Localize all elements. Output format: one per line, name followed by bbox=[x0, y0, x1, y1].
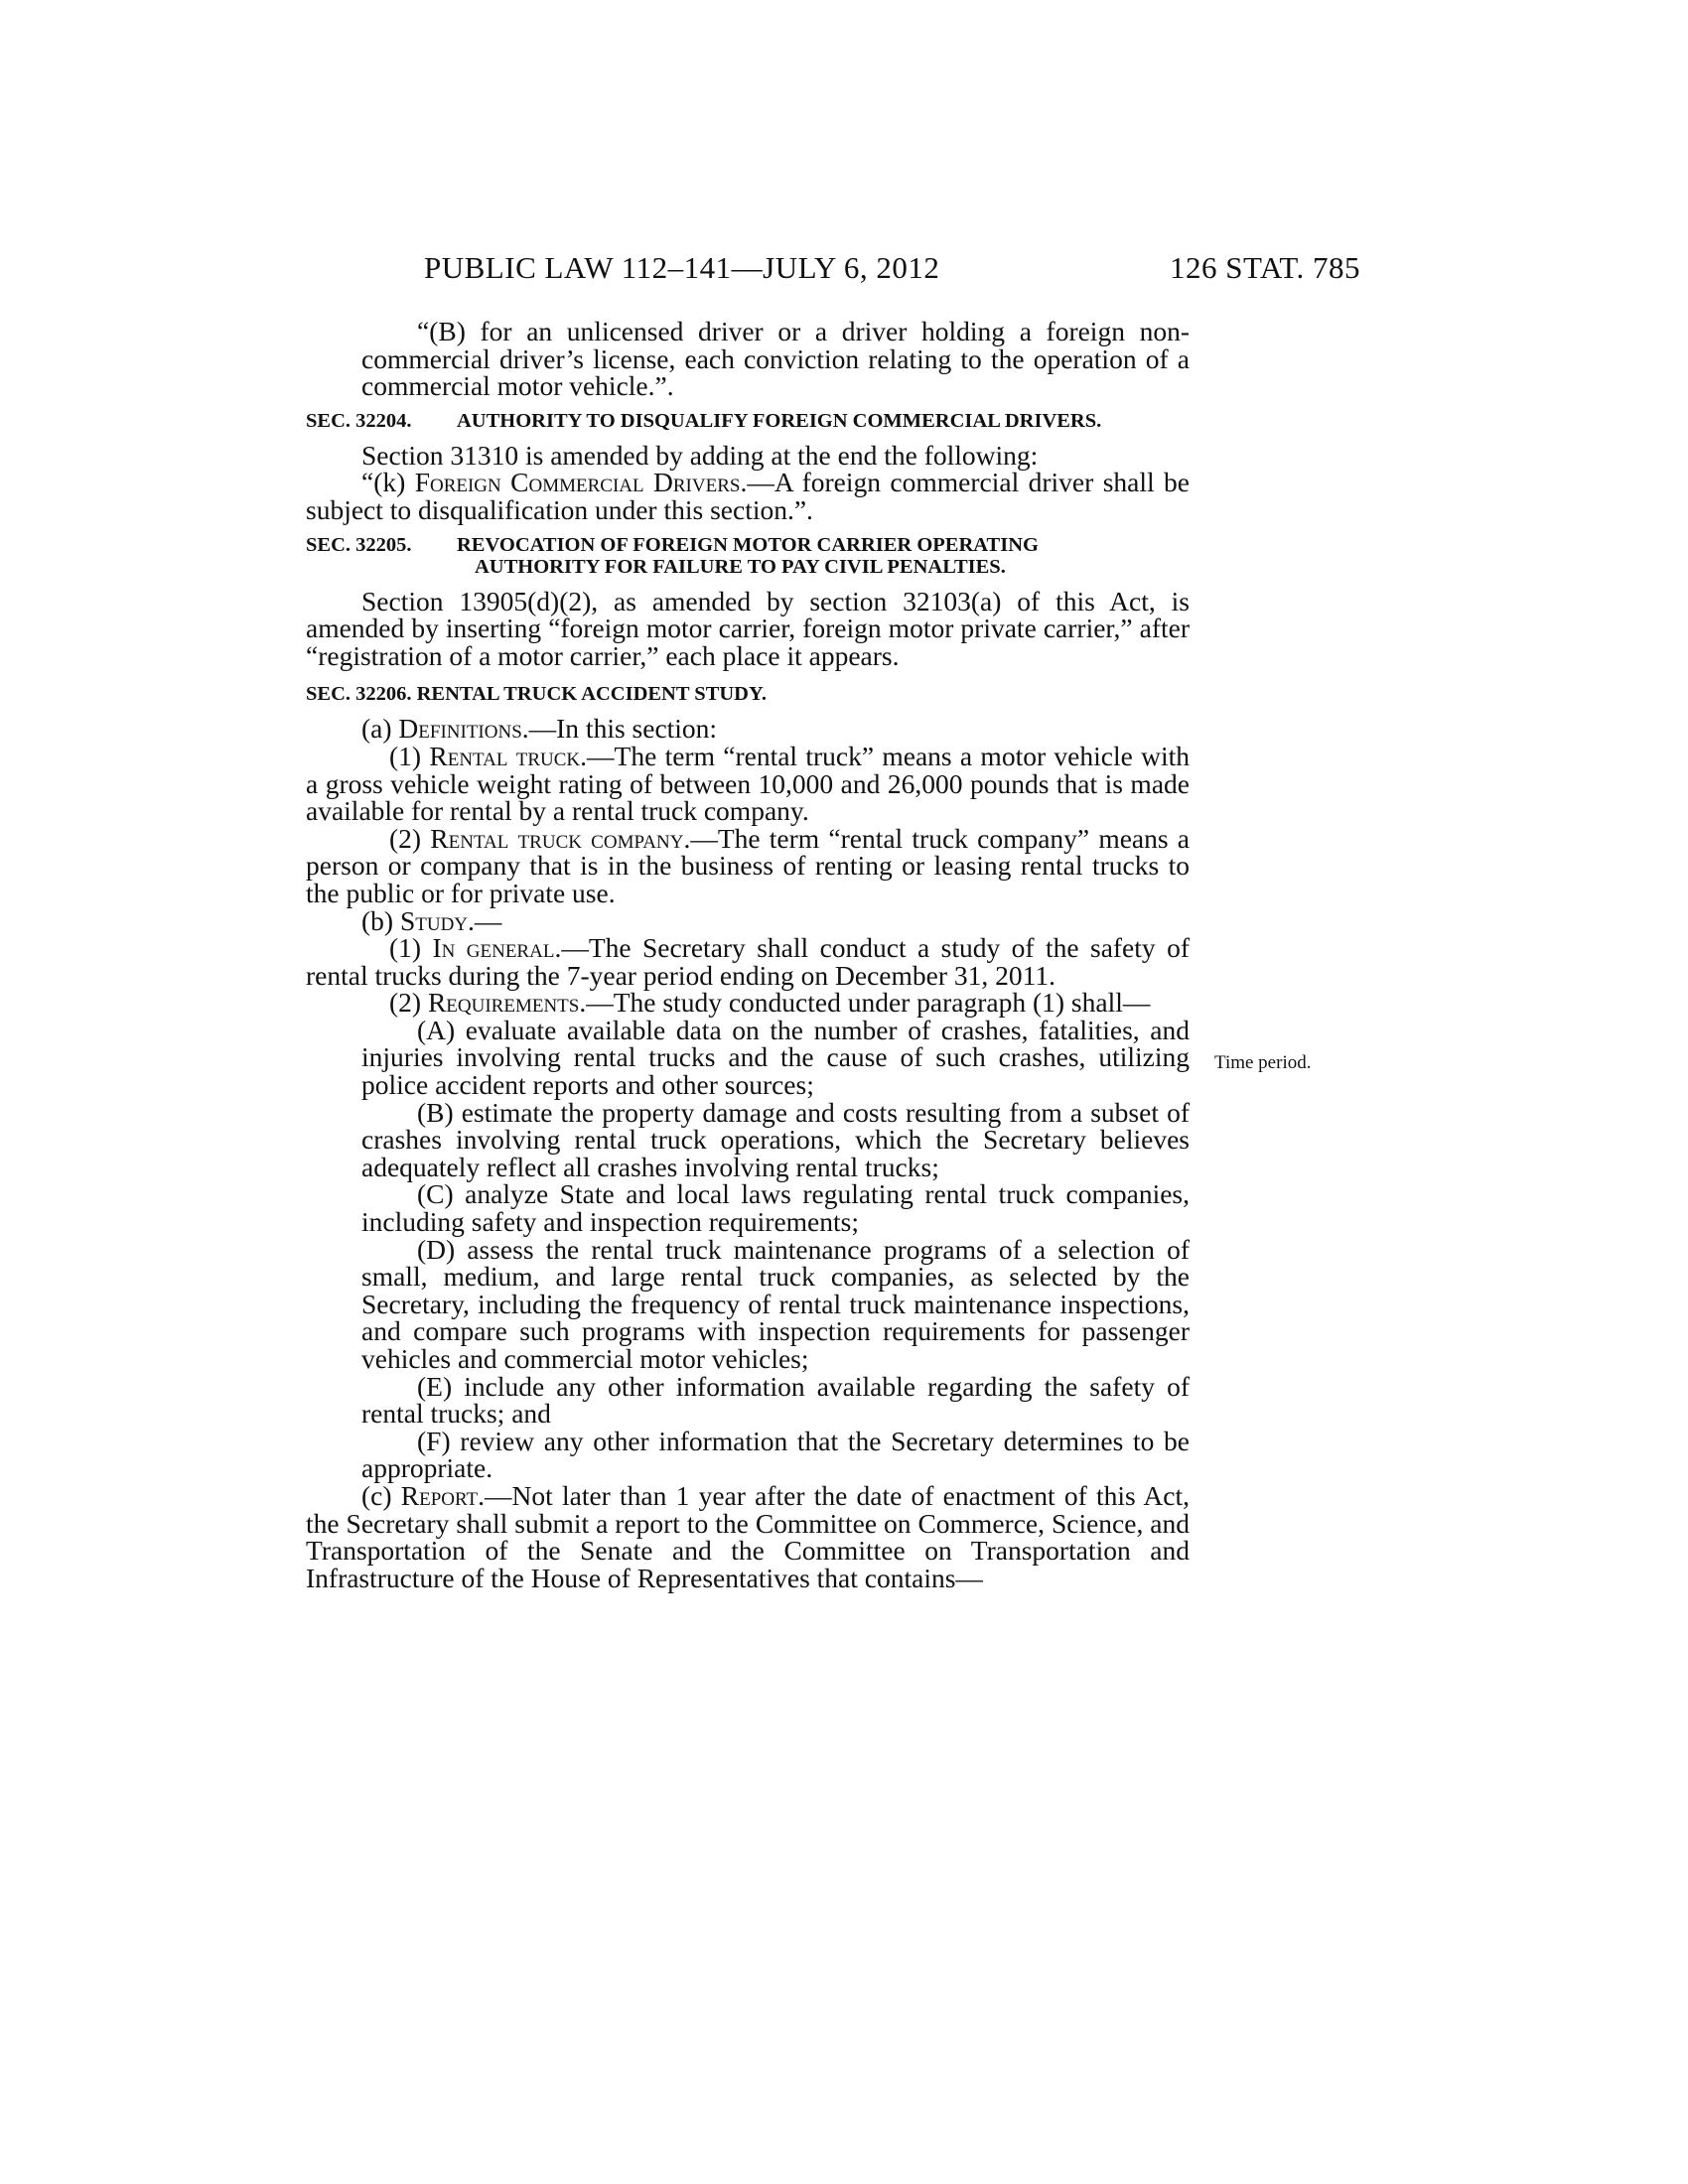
paragraph-b1: (1) In general.—The Secretary shall conduct a study of the safety of rental trucks during the 7-year period ending on December 31, 2011. bbox=[306, 932, 1190, 991]
subparagraph-F: (F) review any other information that the Secretary determines to be appropriate. bbox=[361, 1425, 1190, 1484]
section-heading-32204: SEC. 32204. AUTHORITY TO DISQUALIFY FOREIGN COMMERCIAL DRIVERS. bbox=[306, 409, 1102, 432]
subparagraph-C: (C) analyze State and local laws regulating rental truck companies, including safety and inspection requirements; bbox=[361, 1178, 1190, 1238]
section-32204-subsection-k: “(k) Foreign Commercial Drivers.—A foreign commercial driver shall be subject to disqualification under this section.”. bbox=[306, 467, 1190, 525]
section-heading-32205: SEC. 32205. REVOCATION OF FOREIGN MOTOR CARRIER OPERATING AUTHORITY FOR FAILURE TO PAY CIVIL PENALTIES. bbox=[306, 533, 1039, 578]
document-body bbox=[306, 318, 1190, 1591]
subparagraph-D: (D) assess the rental truck maintenance programs of a selection of small, medium, and large rental truck companies, as selected by the Secretary, including the frequency of rental truck maintenance inspections, and compare such programs with inspection requirements for passenger vehicles and commercial motor vehicles; bbox=[361, 1233, 1190, 1374]
subparagraph-B: (B) estimate the property damage and costs resulting from a subset of crashes involving rental truck operations, which the Secretary believes adequately reflect all crashes involving rental trucks; bbox=[361, 1096, 1190, 1182]
subparagraph-E: (E) include any other information available regarding the safety of rental trucks; and bbox=[361, 1370, 1190, 1430]
margin-note: Time period. bbox=[1214, 1052, 1312, 1073]
section-32205-text: Section 13905(d)(2), as amended by section 32103(a) of this Act, is amended by inserting “foreign motor carrier, foreign motor private carrier,” after “registration of a motor carrier,” each place it appears. bbox=[306, 585, 1190, 671]
subsection-c: (c) Report.—Not later than 1 year after the date of enactment of this Act, the Secretary shall submit a report to the Committee on Commerce, Science, and Transportation of the Senate and the Committee on Transportation and Infrastructure of the House of Representatives that contains— bbox=[306, 1479, 1190, 1593]
subsection-b: (b) Study.— bbox=[361, 904, 502, 936]
subparagraph-A: (A) evaluate available data on the number of crashes, fatalities, and injuries involving rental trucks and the cause of such crashes, utilizing police accident reports and other sources; bbox=[361, 1014, 1190, 1101]
page-header bbox=[0, 250, 1688, 290]
section-heading-32206: SEC. 32206. RENTAL TRUCK ACCIDENT STUDY. bbox=[306, 683, 768, 706]
subsection-a: (a) Definitions.—In this section: bbox=[361, 713, 718, 745]
running-title: PUBLIC LAW 112–141—JULY 6, 2012 bbox=[424, 250, 940, 285]
quoted-subparagraph-b: “(B) for an unlicensed driver or a driver holding a foreign non-commercial driver’s license, each conviction relating to the operation of a commercial motor vehicle.”. bbox=[361, 316, 1190, 402]
section-32204-intro: Section 31310 is amended by adding at the end the following: bbox=[361, 439, 1039, 471]
paragraph-b2: (2) Requirements.—The study conducted under paragraph (1) shall— bbox=[389, 987, 1151, 1019]
paragraph-a1: (1) Rental truck.—The term “rental truck” means a motor vehicle with a gross vehicle weight rating of between 10,000 and 26,000 pounds that is made available for rental by a rental truck company. bbox=[306, 740, 1190, 827]
paragraph-a2: (2) Rental truck company.—The term “rental truck company” means a person or company that is in the business of renting or leasing rental trucks to the public or for private use. bbox=[306, 822, 1190, 908]
statute-page-number: 126 STAT. 785 bbox=[1170, 250, 1361, 285]
